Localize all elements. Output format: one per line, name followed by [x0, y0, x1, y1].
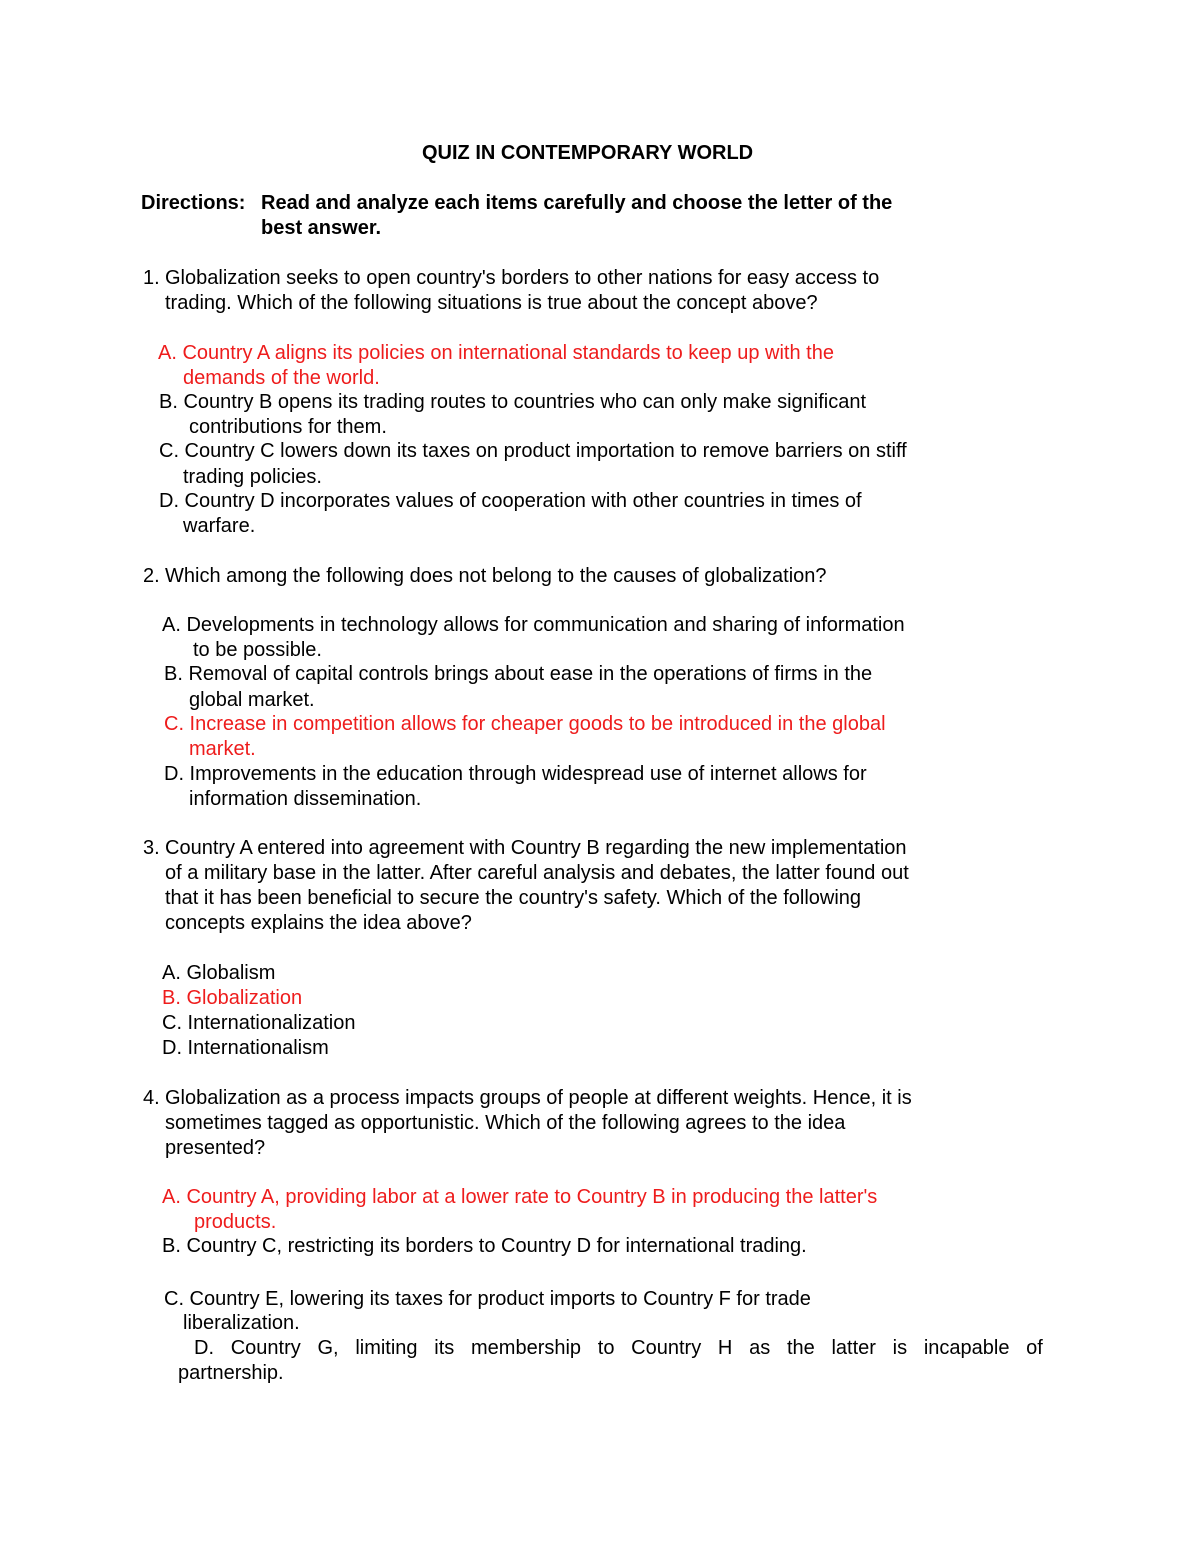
- question-4-option-d-word: latter: [831, 1337, 876, 1359]
- question-3-text-line-4: concepts explains the idea above?: [165, 912, 472, 934]
- question-4-option-d-word: its: [434, 1337, 455, 1359]
- question-2-option-a-line-1: A. Developments in technology allows for communication and sharing of information: [162, 614, 905, 636]
- question-2-option-a-line-2: to be possible.: [193, 639, 322, 661]
- question-4-text-line-1: Globalization as a process impacts groups of people at different weights. Hence, it is: [165, 1087, 912, 1109]
- question-4-text-line-3: presented?: [165, 1137, 266, 1159]
- question-2-option-d-line-2: information dissemination.: [189, 788, 422, 810]
- question-4-option-c-line-1: C. Country E, lowering its taxes for product imports to Country F for trade: [164, 1288, 811, 1310]
- question-4-option-d-word: Country: [230, 1337, 301, 1359]
- question-3-text-line-3: that it has been beneficial to secure the country's safety. Which of the following: [165, 887, 862, 909]
- question-1-option-d-line-2: warfare.: [183, 515, 256, 537]
- question-4-option-d-word: Country: [631, 1337, 702, 1359]
- question-1-option-a-line-1: A. Country A aligns its policies on international standards to keep up with the: [158, 342, 834, 364]
- question-2-option-d-line-1: D. Improvements in the education through widespread use of internet allows for: [164, 763, 867, 785]
- question-1-option-a-line-2: demands of the world.: [183, 367, 380, 389]
- question-1-option-b-line-1: B. Country B opens its trading routes to countries who can only make significant: [159, 391, 867, 413]
- directions-line-2: best answer.: [261, 217, 382, 239]
- question-4-option-d-word: to: [597, 1337, 615, 1359]
- question-3-option-c: C. Internationalization: [162, 1012, 356, 1034]
- question-2-option-b-line-1: B. Removal of capital controls brings about ease in the operations of firms in the: [164, 663, 873, 685]
- question-4-text-line-2: sometimes tagged as opportunistic. Which of the following agrees to the idea: [165, 1112, 846, 1134]
- question-4-option-d-word: limiting: [355, 1337, 418, 1359]
- question-1-option-c-line-2: trading policies.: [183, 466, 322, 488]
- question-4-option-d-word: G,: [317, 1337, 339, 1359]
- question-2-text-line-1: Which among the following does not belong to the causes of globalization?: [165, 565, 827, 587]
- directions-line-1: Read and analyze each items carefully and choose the letter of the: [261, 192, 893, 214]
- question-4-option-d-word: D.: [194, 1337, 214, 1359]
- question-4-number: 4.: [143, 1087, 160, 1109]
- question-4-option-d-word: of: [1026, 1337, 1043, 1359]
- question-3-text-line-1: Country A entered into agreement with Country B regarding the new implementation: [165, 837, 907, 859]
- question-4-option-d-line-2: partnership.: [178, 1362, 284, 1384]
- question-4-option-a-line-1: A. Country A, providing labor at a lower rate to Country B in producing the latter's: [162, 1186, 878, 1208]
- question-1-text-line-1: Globalization seeks to open country's borders to other nations for easy access to: [165, 267, 880, 289]
- question-4-option-b: B. Country C, restricting its borders to Country D for international trading.: [162, 1235, 807, 1257]
- question-2-option-b-line-2: global market.: [189, 689, 315, 711]
- question-3-number: 3.: [143, 837, 160, 859]
- page-title: QUIZ IN CONTEMPORARY WORLD: [422, 142, 754, 164]
- question-4-option-d-word: the: [786, 1337, 815, 1359]
- question-1-option-c-line-1: C. Country C lowers down its taxes on product importation to remove barriers on stiff: [159, 440, 907, 462]
- question-2-number: 2.: [143, 565, 160, 587]
- question-2-option-c-line-2: market.: [189, 738, 256, 760]
- question-4-option-d-word: is: [892, 1337, 908, 1359]
- question-4-option-c-line-2: liberalization.: [183, 1312, 300, 1334]
- question-2-option-c-line-1: C. Increase in competition allows for cheaper goods to be introduced in the global: [164, 713, 886, 735]
- question-1-number: 1.: [143, 267, 160, 289]
- question-4-option-d-word: incapable: [923, 1337, 1010, 1359]
- question-4-option-d-word: H: [717, 1337, 733, 1359]
- question-1-option-d-line-1: D. Country D incorporates values of cooperation with other countries in times of: [159, 490, 862, 512]
- question-4-option-a-line-2: products.: [194, 1211, 277, 1233]
- question-4-option-d-line-1: [178, 1336, 1043, 1361]
- question-4-option-d-word: as: [749, 1337, 771, 1359]
- question-3-option-d: D. Internationalism: [162, 1037, 329, 1059]
- question-1-text-line-2: trading. Which of the following situations is true about the concept above?: [165, 292, 818, 314]
- question-3-option-a: A. Globalism: [162, 962, 276, 984]
- question-3-option-b: B. Globalization: [162, 987, 303, 1009]
- question-1-option-b-line-2: contributions for them.: [189, 416, 387, 438]
- directions-label: Directions:: [141, 192, 246, 214]
- question-3-text-line-2: of a military base in the latter. After careful analysis and debates, the latter found out: [165, 862, 909, 884]
- question-4-option-d-word: membership: [471, 1337, 582, 1359]
